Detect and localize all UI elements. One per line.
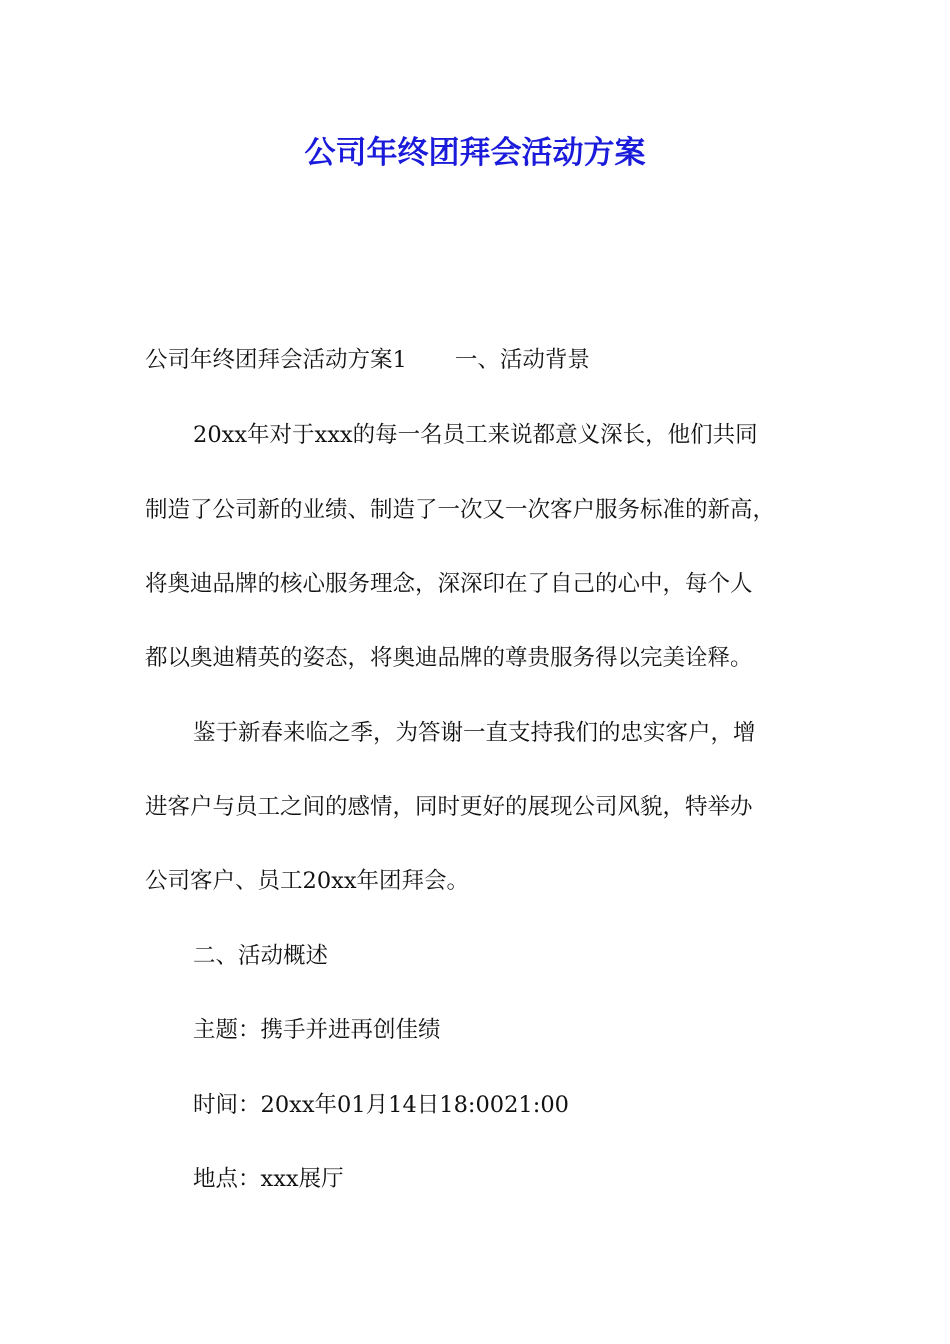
paragraph-line: 将奥迪品牌的核心服务理念，深深印在了自己的心中，每个人 (145, 571, 753, 597)
time-line: 时间：20xx年01月14日18:0021:00 (193, 1092, 569, 1118)
plan-heading: 公司年终团拜会活动方案1 (145, 347, 407, 373)
paragraph-line: 鉴于新春来临之季，为答谢一直支持我们的忠实客户，增 (193, 720, 756, 746)
section-heading-overview: 二、活动概述 (193, 943, 329, 969)
paragraph-line: 公司客户、员工20xx年团拜会。 (145, 868, 470, 894)
document-title: 公司年终团拜会活动方案 (304, 135, 646, 171)
paragraph-line: 20xx年对于xxx的每一名员工来说都意义深长，他们共同 (193, 422, 758, 448)
paragraph-line: 制造了公司新的业绩、制造了一次又一次客户服务标准的新高， (145, 497, 776, 523)
location-line: 地点：xxx展厅 (193, 1166, 344, 1192)
section-heading-line (145, 343, 825, 377)
paragraph-line: 进客户与员工之间的感情，同时更好的展现公司风貌，特举办 (145, 794, 753, 820)
paragraph-line: 都以奥迪精英的姿态，将奥迪品牌的尊贵服务得以完美诠释。 (145, 645, 753, 671)
theme-line: 主题：携手并进再创佳绩 (193, 1017, 441, 1043)
section-heading-background: 一、活动背景 (454, 347, 590, 373)
